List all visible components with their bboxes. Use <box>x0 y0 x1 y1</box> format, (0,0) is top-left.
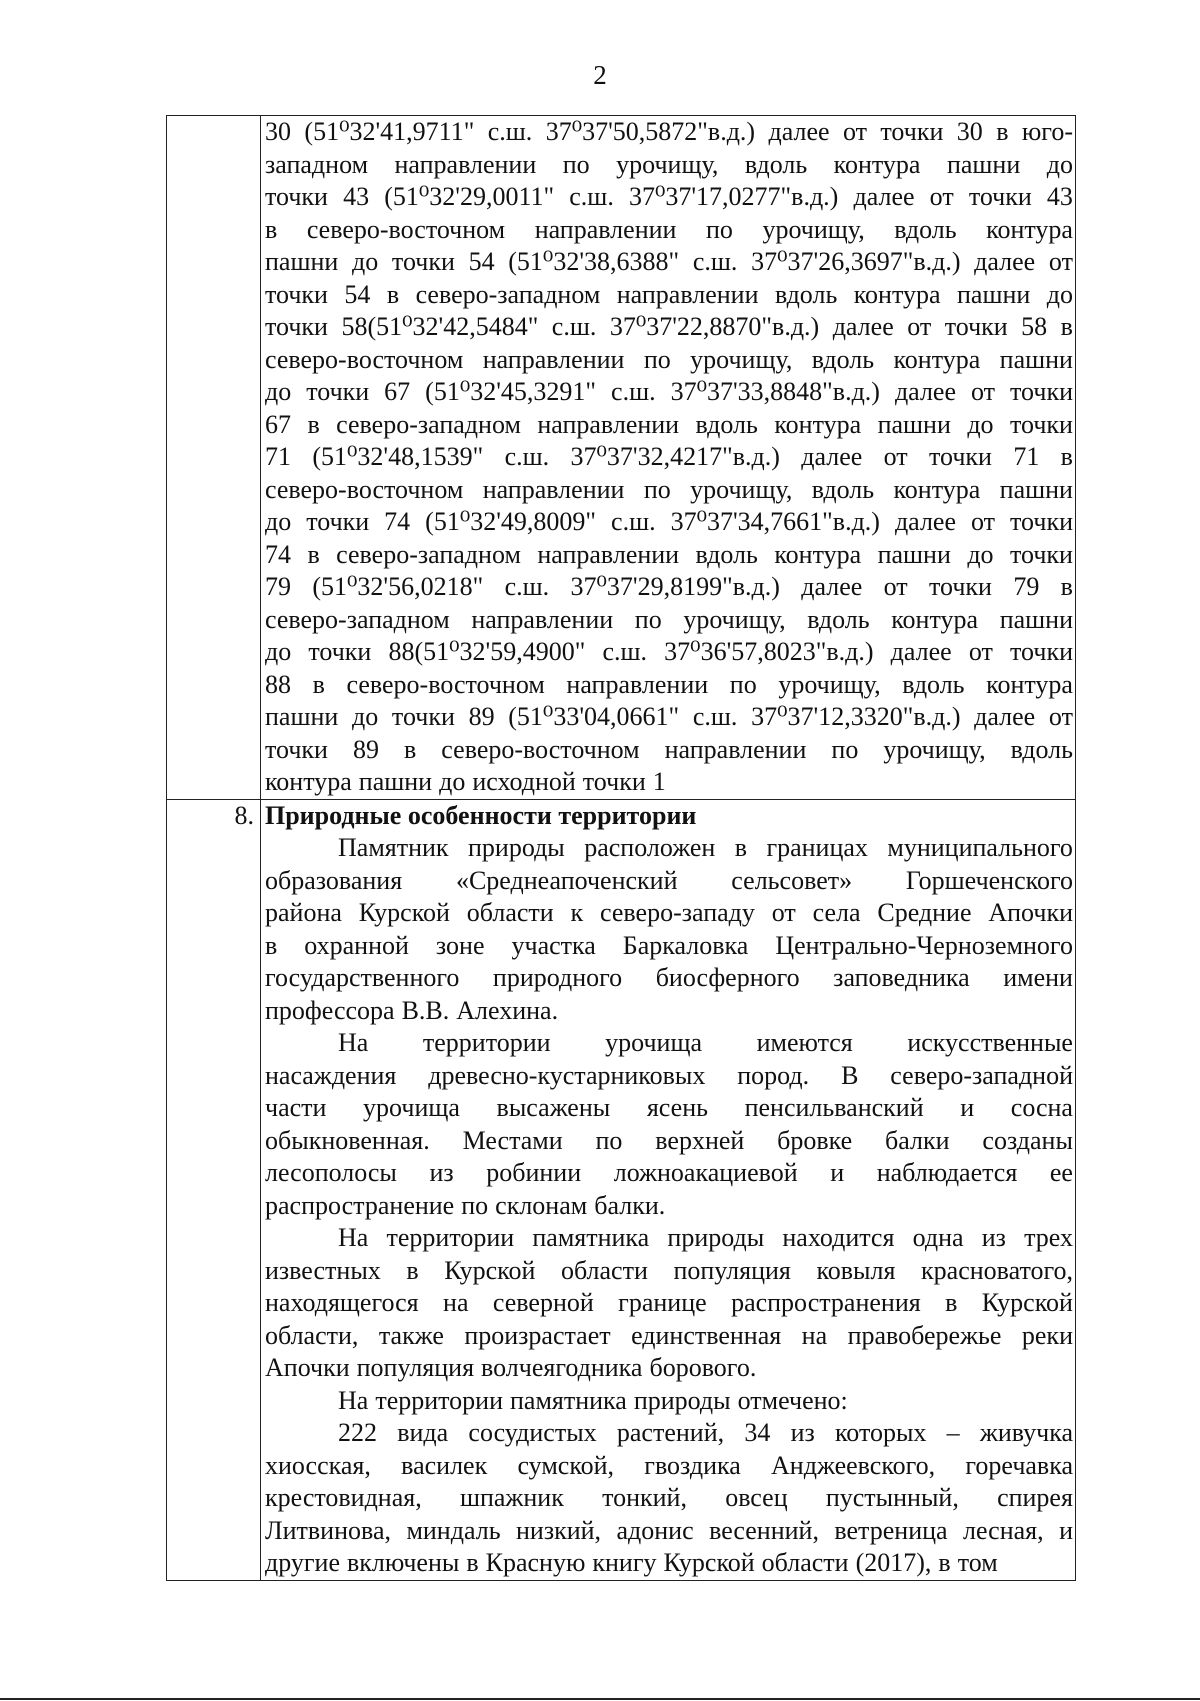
text-line: профессора В.В. Алехина. <box>265 995 559 1025</box>
row-number <box>167 116 261 799</box>
text-line: хиосская, василек сумской, гвоздика Анджеевского, горечавка <box>265 1450 1073 1480</box>
text-line: На территории урочища имеются искусственные <box>338 1028 1073 1057</box>
text-line: На территории памятника природы находится одна из трех <box>338 1223 1073 1252</box>
text-line: известных в Курской области популяция ковыля красноватого, <box>265 1255 1073 1285</box>
row-text-boundary-description <box>261 116 1075 799</box>
bottom-rule <box>0 1698 1200 1700</box>
text-line: пашни до точки 54 (51⁰32'38,6388" с.ш. 37⁰37'26,3697"в.д.) далее от <box>265 247 1073 276</box>
text-line: лесополосы из робинии ложноакациевой и наблюдается ее <box>265 1158 1073 1187</box>
text-line: точки 58(51⁰32'42,5484" с.ш. 37⁰37'22,8870"в.д.) далее от точки 58 в <box>265 312 1073 341</box>
text-line: 88 в северо-восточном направлении по урочищу, вдоль контура <box>265 669 1073 699</box>
text-line: крестовидная, шпажник тонкий, овсец пустынный, спирея <box>265 1483 1073 1512</box>
text-line: западном направлении по урочищу, вдоль контура пашни до <box>265 149 1073 179</box>
text-line: обыкновенная. Местами по верхней бровке балки созданы <box>265 1125 1073 1155</box>
text-line: распространение по склонам балки. <box>265 1190 666 1220</box>
row-text-natural-features <box>261 800 1075 1580</box>
text-line: до точки 74 (51⁰32'49,8009" с.ш. 37⁰37'34,7661"в.д.) далее от точки <box>265 507 1073 536</box>
text-line: района Курской области к северо-западу от села Средние Апочки <box>265 898 1073 927</box>
text-line: точки 54 в северо-западном направлении вдоль контура пашни до <box>265 279 1073 309</box>
text-line: 30 (51⁰32'41,9711" с.ш. 37⁰37'50,5872"в.д.) далее от точки 30 в юго- <box>265 117 1073 146</box>
row-number: 8. <box>167 800 261 1580</box>
text-line: 74 в северо-западном направлении вдоль контура пашни до точки <box>265 539 1073 569</box>
text-line: На территории памятника природы отмечено: <box>338 1385 848 1415</box>
text-line: точки 43 (51⁰32'29,0011" с.ш. 37⁰37'17,0277"в.д.) далее от точки 43 <box>265 182 1073 211</box>
text-line: 79 (51⁰32'56,0218" с.ш. 37⁰37'29,8199"в.д.) далее от точки 79 в <box>265 572 1073 601</box>
text-line: Памятник природы расположен в границах муниципального <box>338 833 1073 862</box>
text-line: насаждения древесно-кустарниковых пород. В северо-западной <box>265 1060 1073 1090</box>
section-heading: Природные особенности территории <box>265 800 697 830</box>
text-line: образования «Среднеапоченский сельсовет» Горшеченского <box>265 865 1073 895</box>
text-line: части урочища высажены ясень пенсильванский и сосна <box>265 1093 1073 1122</box>
text-line: Литвинова, миндаль низкий, адонис весенний, ветреница лесная, и <box>265 1515 1073 1545</box>
text-line: 71 (51⁰32'48,1539" с.ш. 37⁰37'32,4217"в.д.) далее от точки 71 в <box>265 442 1073 471</box>
text-line: северо-западном направлении по урочищу, вдоль контура пашни <box>265 604 1073 634</box>
table-row <box>166 799 1076 1581</box>
text-line: в охранной зоне участка Баркаловка Центрально-Черноземного <box>265 930 1073 960</box>
text-line: в северо-восточном направлении по урочищу, вдоль контура <box>265 214 1073 244</box>
text-line: 67 в северо-западном направлении вдоль контура пашни до точки <box>265 409 1073 439</box>
text-line: контура пашни до исходной точки 1 <box>265 767 666 796</box>
text-line: точки 89 в северо-восточном направлении по урочищу, вдоль <box>265 734 1073 764</box>
text-line: 222 вида сосудистых растений, 34 из которых – живучка <box>338 1418 1073 1447</box>
page-number: 2 <box>593 60 607 90</box>
text-line: до точки 67 (51⁰32'45,3291" с.ш. 37⁰37'33,8848"в.д.) далее от точки <box>265 377 1073 406</box>
text-line: находящегося на северной границе распространения в Курской <box>265 1288 1073 1317</box>
text-line: пашни до точки 89 (51⁰33'04,0661" с.ш. 37⁰37'12,3320"в.д.) далее от <box>265 702 1073 731</box>
text-line: до точки 88(51⁰32'59,4900" с.ш. 37⁰36'57,8023"в.д.) далее от точки <box>265 637 1073 666</box>
section-body <box>265 832 1073 1580</box>
text-line: северо-восточном направлении по урочищу, вдоль контура пашни <box>265 474 1073 504</box>
table-row <box>166 115 1076 799</box>
text-line: северо-восточном направлении по урочищу, вдоль контура пашни <box>265 344 1073 374</box>
text-line: государственного природного биосферного заповедника имени <box>265 963 1073 992</box>
text-line: другие включены в Красную книгу Курской области (2017), в том <box>265 1548 998 1577</box>
text-line: Апочки популяция волчеягодника борового. <box>265 1353 757 1382</box>
document-table <box>166 115 1076 1581</box>
text-line: области, также произрастает единственная на правобережье реки <box>265 1320 1073 1350</box>
